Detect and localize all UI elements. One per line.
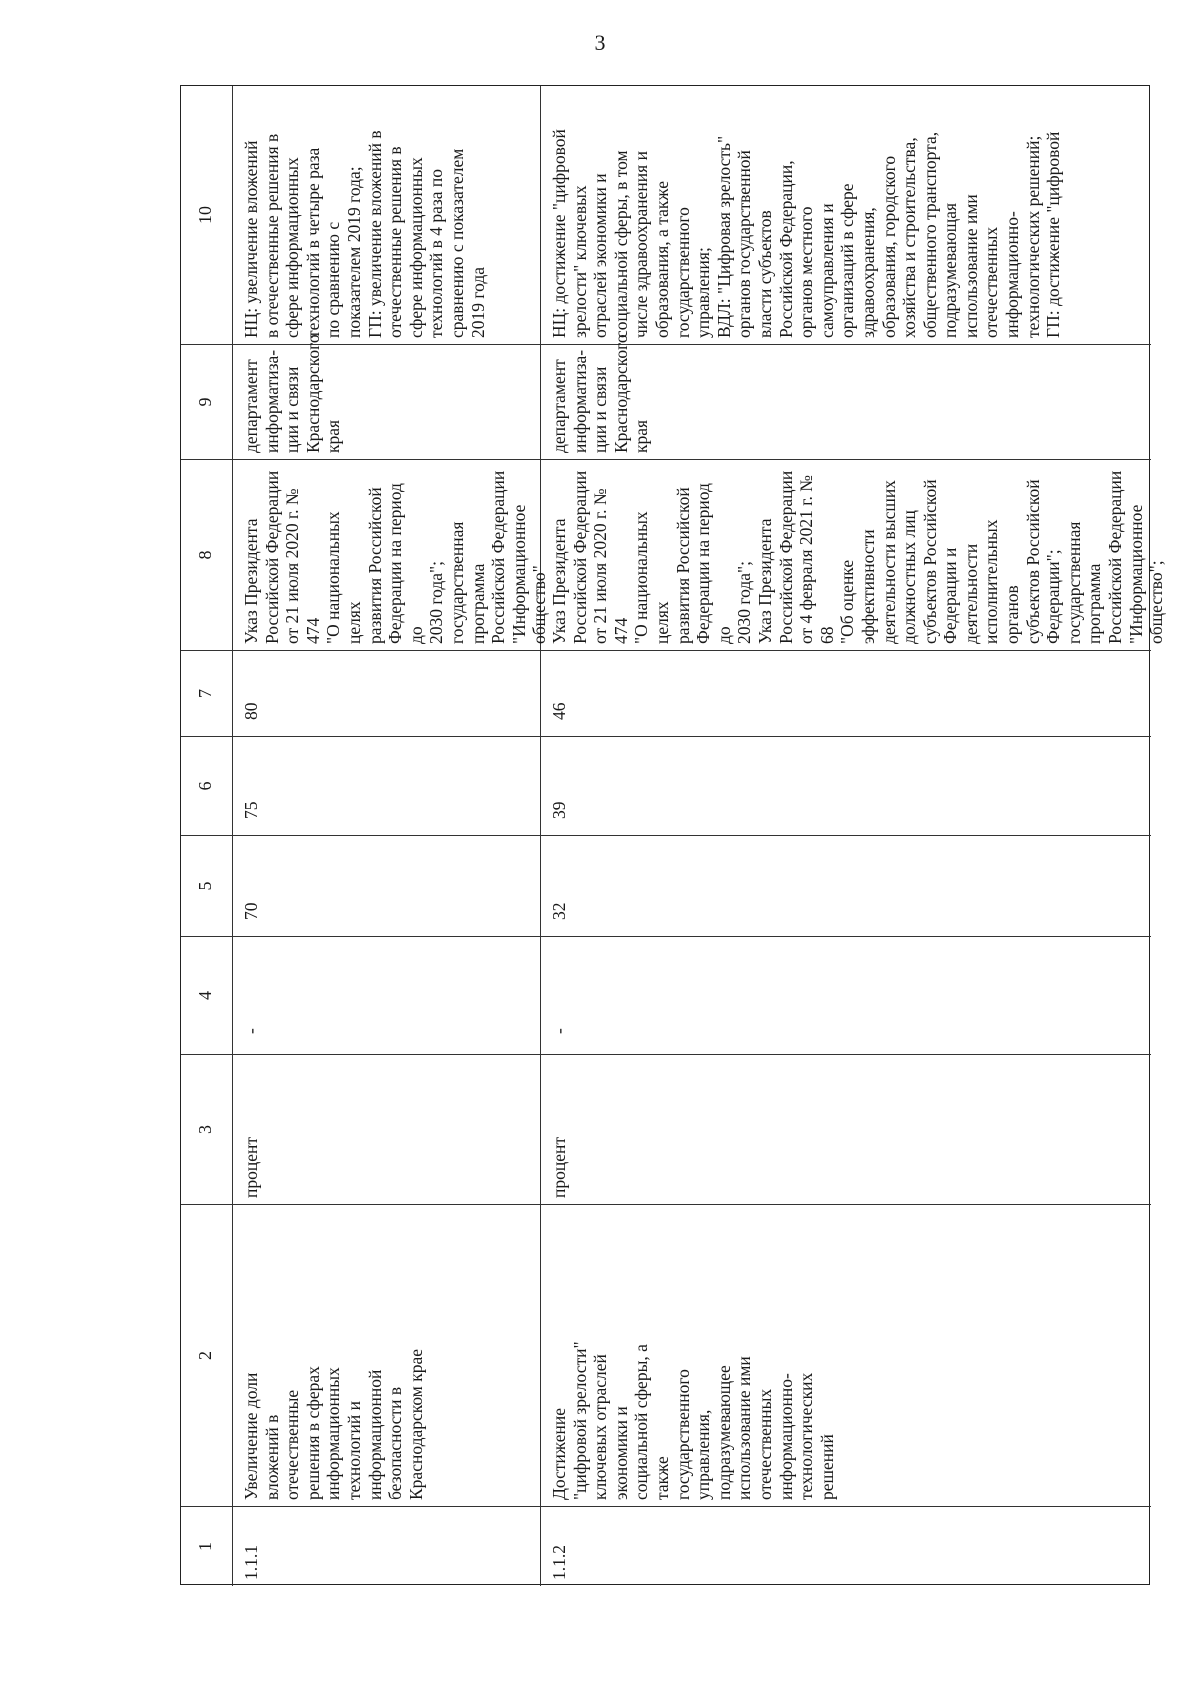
indicators-table [180,85,1167,1585]
row-number: 1.1.2 [541,1506,1151,1586]
unit-cell: процент [233,1054,540,1204]
value-cell: 75 [233,736,540,835]
page-number: 3 [594,30,606,55]
legal-basis-cell: Указ Президента Российской Федерации от 21 июля 2020 г. № 474 "О национальных целях развития Российской Федерации на период до 2030 года"; Указ Президента Российской Федерации от 4 февраля 2021 г. № 68 "Об оценке эффективности деятельности высших должностных лиц субъектов Российской Федерации и деятельности исполнительных органов субъектов Российской Федерации"; государственная программа Российской Федерации "Информационное общество"; [541,459,1151,650]
indicator-name: Увеличение доли вложений в отечественные решения в сферах информационных технологий и информационной безопасности в Краснодарском крае [233,1204,540,1506]
column-header: 7 [181,650,232,736]
rotated-table-body [181,86,1167,1586]
column-header: 3 [181,1054,232,1204]
unit-cell: процент [541,1054,1151,1204]
legal-basis-cell: Указ Президента Российской Федерации от 21 июля 2020 г. № 474 "О национальных целях развития Российской Федерации на период до 2030 года"; государственная программа Российской Федерации "Информационное общество" [233,459,540,650]
goal-link-cell: НЦ: увеличение вложений в отечественные решения в сфере информационных технологий в четыре раза по сравнению с показателем 2019 года; ГП: увеличение вложений в отечественные решения в сфере информационных технологий в 4 раза по сравнению с показателем 2019 года [241,130,488,338]
base-value-cell: - [233,936,540,1054]
indicator-name: Достижение "цифровой зрелости" ключевых отраслей экономики и социальной сферы, а также государственного управления, подразумевающее использование ими отечественных информационно- технологических решений [541,1204,1151,1506]
table-row [541,86,1167,1586]
table-row [233,86,550,1586]
value-cell: 32 [541,835,1151,936]
responsible-cell: департамент информатиза- ции и связи Краснодарского края [233,344,540,459]
column-header: 8 [181,459,232,650]
column-header: 10 [195,206,215,224]
row-number: 1.1.1 [233,1506,540,1586]
value-cell: 46 [541,650,1151,736]
column-header: 6 [181,736,232,835]
value-cell: 39 [541,736,1151,835]
base-value-cell: - [541,936,1151,1054]
column-header: 5 [181,835,232,936]
responsible-cell: департамент информатиза- ции и связи Краснодарского края [541,344,1151,459]
goal-link-cell: НЦ: достижение "цифровой зрелости" ключевых отраслей экономики и социальной сферы, в том числе здравоохранения и образования, а также государственного управления; ВДЛ: "Цифровая зрелость" органов государственной власти субъектов Российской Федерации, органов местного самоуправления и организаций в сфере здравоохранения, образования, городского хозяйства и строительства, общественного транспорта, подразумевающая использование ими отечественных информационно- технологических решений; ГП: достижение "цифровой [549,129,1064,338]
column-header: 9 [181,344,232,459]
table-header-row [181,86,233,1586]
column-header: 1 [181,1506,232,1586]
column-header: 2 [181,1204,232,1506]
value-cell: 70 [233,835,540,936]
value-cell: 80 [233,650,540,736]
column-header: 4 [181,936,232,1054]
